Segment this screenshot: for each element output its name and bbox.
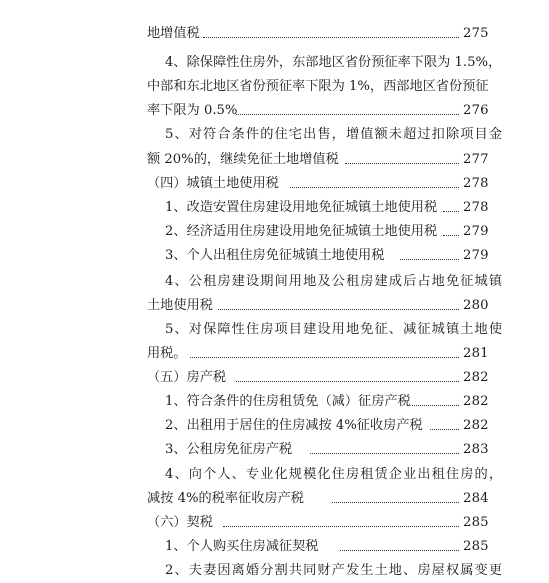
toc-line [0,342,549,366]
leader-dots [443,211,459,212]
toc-page-number: 279 [463,224,489,239]
toc-entry-text: 减按 4%的税率征收房产税 [147,491,304,506]
leader-dots [190,357,459,358]
leader-dots [236,114,459,115]
toc-line [0,294,549,318]
leader-dots [340,550,459,551]
toc-line [0,414,549,438]
toc-entry-text: 土地使用税 [147,298,213,313]
toc-entry-text: 1、符合条件的住房租赁免（减）征房产税 [165,394,411,409]
toc-page-number: 282 [463,394,489,409]
toc-line [0,244,549,268]
toc-entry-text: 2、出租用于居住的住房减按 4%征收房产税 [165,418,423,433]
toc-page-number: 277 [463,152,489,167]
leader-dots [400,259,459,260]
toc-line [0,438,549,462]
toc-entry-text: 1、个人购买住房减征契税 [165,539,319,554]
toc-line [0,463,549,487]
toc-line [0,511,549,535]
leader-dots [345,163,459,164]
toc-entry-text: 2、经济适用住房建设用地免征城镇土地使用税 [165,224,438,239]
toc-line [0,148,549,172]
toc-page-number: 285 [463,539,489,554]
leader-dots [203,37,459,38]
toc-line [0,75,549,99]
leader-dots [430,429,459,430]
toc-line [0,270,549,294]
leader-dots [443,235,459,236]
toc-entry-text: 用税。 [147,346,187,361]
toc-line [0,535,549,559]
toc-line [0,51,549,75]
toc-entry-text: 3、个人出租住房免征城镇土地使用税 [165,248,385,263]
toc-line [0,487,549,511]
toc-line [0,318,549,342]
toc-line [0,366,549,390]
toc-line [0,220,549,244]
leader-dots [290,187,459,188]
leader-dots [310,453,459,454]
toc-line [0,390,549,414]
toc-entry-text: 中部和东北地区省份预征率下限为 1%，西部地区省份预征 [147,79,489,94]
toc-page-number: 281 [463,346,489,361]
toc-entry-text: 4、除保障性住房外，东部地区省份预征率下限为 1.5%， [165,55,502,70]
toc-line [0,99,549,123]
toc-line [0,196,549,220]
toc-entry-text: （四）城镇土地使用税 [147,176,279,191]
toc-entry-text: 2、夫妻因离婚分割共同财产发生土地、房屋权属变更 [165,563,504,578]
toc-entry-text: 5、对符合条件的住宅出售，增值额未超过扣除项目金 [165,127,504,142]
toc-entry-text: 3、公租房免征房产税 [165,442,293,457]
toc-entry-text: 额 20%的，继续免征土地增值税 [147,152,339,167]
toc-page-number: 279 [463,248,489,263]
leader-dots [332,502,459,503]
toc-entry-text: 4、公租房建设期间用地及公租房建成后占地免征城镇 [165,274,504,289]
toc-page-number: 275 [463,26,489,41]
toc-entry-text: 率下限为 0.5% [147,103,238,118]
toc-page-number: 278 [463,176,489,191]
toc-line [0,559,549,583]
toc-line [0,22,549,46]
toc-entry-text: 5、对保障性住房项目建设用地免征、减征城镇土地使 [165,322,504,337]
toc-page-number: 282 [463,370,489,385]
toc-page-number: 285 [463,515,489,530]
toc-entry-text: 地增值税 [147,26,200,41]
toc-entry-text: 4、向个人、专业化规模化住房租赁企业出租住房的， [165,467,504,482]
toc-entry-text: （六）契税 [147,515,213,530]
toc-page-number: 276 [463,103,489,118]
toc-line [0,123,549,147]
toc-page-number: 282 [463,418,489,433]
toc-page-number: 283 [463,442,489,457]
toc-entry-text: 1、改造安置住房建设用地免征城镇土地使用税 [165,200,438,215]
toc-page-number: 278 [463,200,489,215]
leader-dots [223,526,459,527]
toc-entry-text: （五）房产税 [147,370,227,385]
toc-page-number: 280 [463,298,489,313]
leader-dots [218,309,459,310]
toc-page-number: 284 [463,491,489,506]
toc-line [0,172,549,196]
leader-dots [236,381,459,382]
leader-dots [412,405,459,406]
